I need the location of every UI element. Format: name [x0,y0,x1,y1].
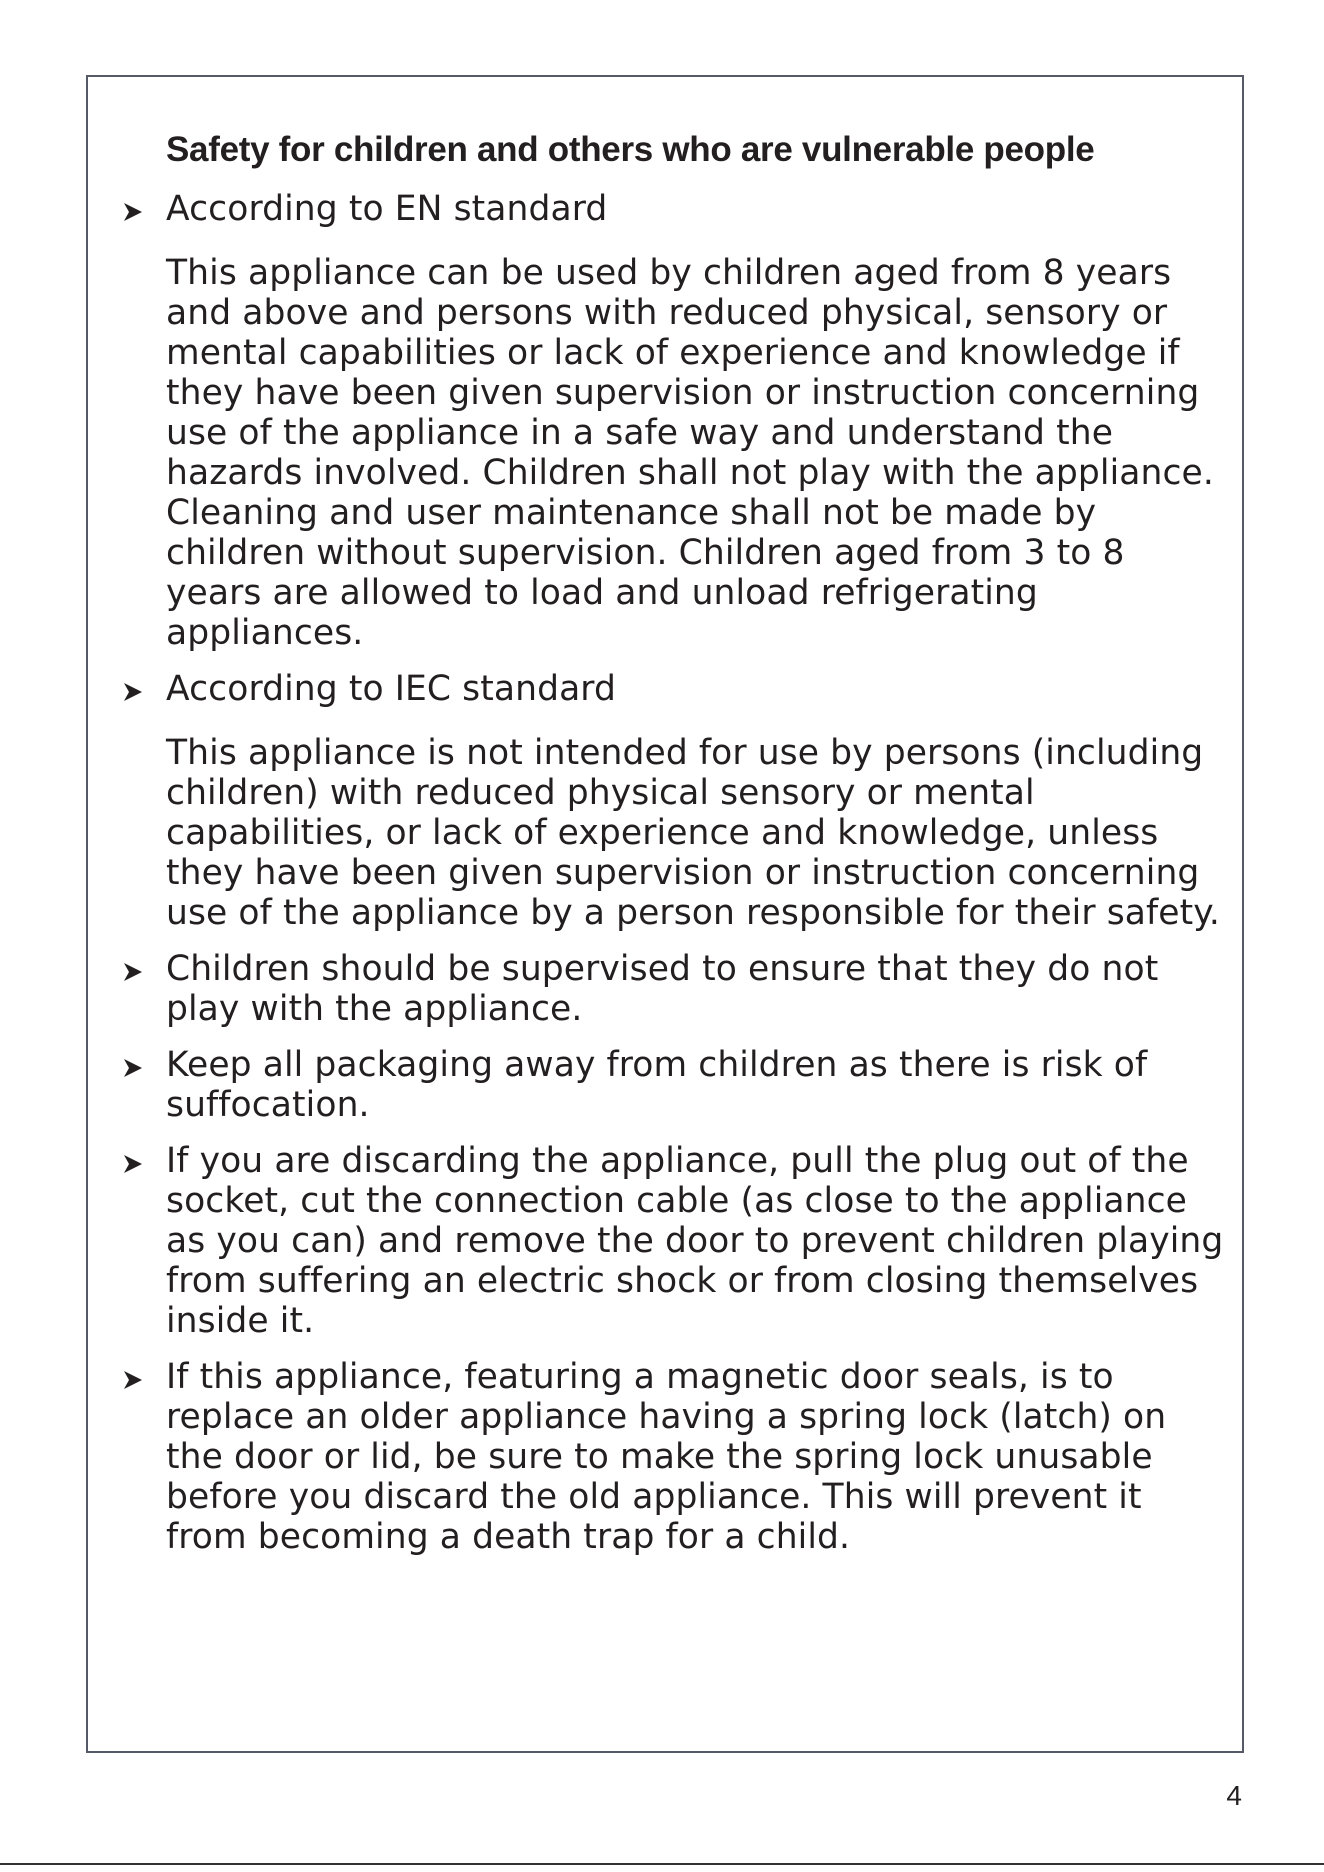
arrowhead-bullet-icon [122,681,144,703]
item-text: If this appliance, featuring a magnetic door seals, is to replace an older appliance having a spring lock (latch) on the door or lid, be sure to make the spring lock unusable before you discard the old appliance. This will prevent it from becoming a death trap for a child. [166,1357,1167,1557]
list-item-supervision [88,949,1242,1029]
item-paragraph: This appliance is not intended for use by persons (including children) with reduced physical sensory or mental capabilities, or lack of experience and knowledge, unless they have been given supervision or instruction concerning use of the appliance by a person responsible for their safety. [166,733,1220,933]
list-item-spring-lock [88,1357,1242,1557]
list-item-iec-standard [88,669,1242,933]
arrowhead-bullet-icon [122,1057,144,1079]
page-number: 4 [1226,1780,1242,1811]
item-text: If you are discarding the appliance, pull the plug out of the socket, cut the connection cable (as close to the appliance as you can) and remove the door to prevent children playing from suffering an electric shock or from closing themselves inside it. [166,1141,1224,1341]
list-item-packaging [88,1045,1242,1125]
arrowhead-bullet-icon [122,961,144,983]
bottom-divider [0,1863,1324,1865]
list-item-en-standard [88,189,1242,653]
item-text: Keep all packaging away from children as there is risk of suffocation. [166,1045,1148,1125]
list-item-discarding [88,1141,1242,1341]
item-text: Children should be supervised to ensure that they do not play with the appliance. [166,949,1159,1029]
arrowhead-bullet-icon [122,1153,144,1175]
item-paragraph: This appliance can be used by children aged from 8 years and above and persons with reduced physical, sensory or mental capabilities or lack of experience and knowledge if they have been given supervision or instruction concerning use of the appliance in a safe way and understand the hazards involved. Children shall not play with the appliance. Cleaning and user maintenance shall not be made by children without supervision. Children aged from 3 to 8 years are allowed to load and unload refrigerating appliances. [166,253,1214,653]
arrowhead-bullet-icon [122,1369,144,1391]
arrowhead-bullet-icon [122,201,144,223]
item-title: According to IEC standard [166,669,616,709]
section-heading: Safety for children and others who are vulnerable people [166,130,1095,169]
safety-section-content [88,127,1242,1557]
safety-section-frame [86,75,1244,1753]
item-title: According to EN standard [166,189,608,229]
